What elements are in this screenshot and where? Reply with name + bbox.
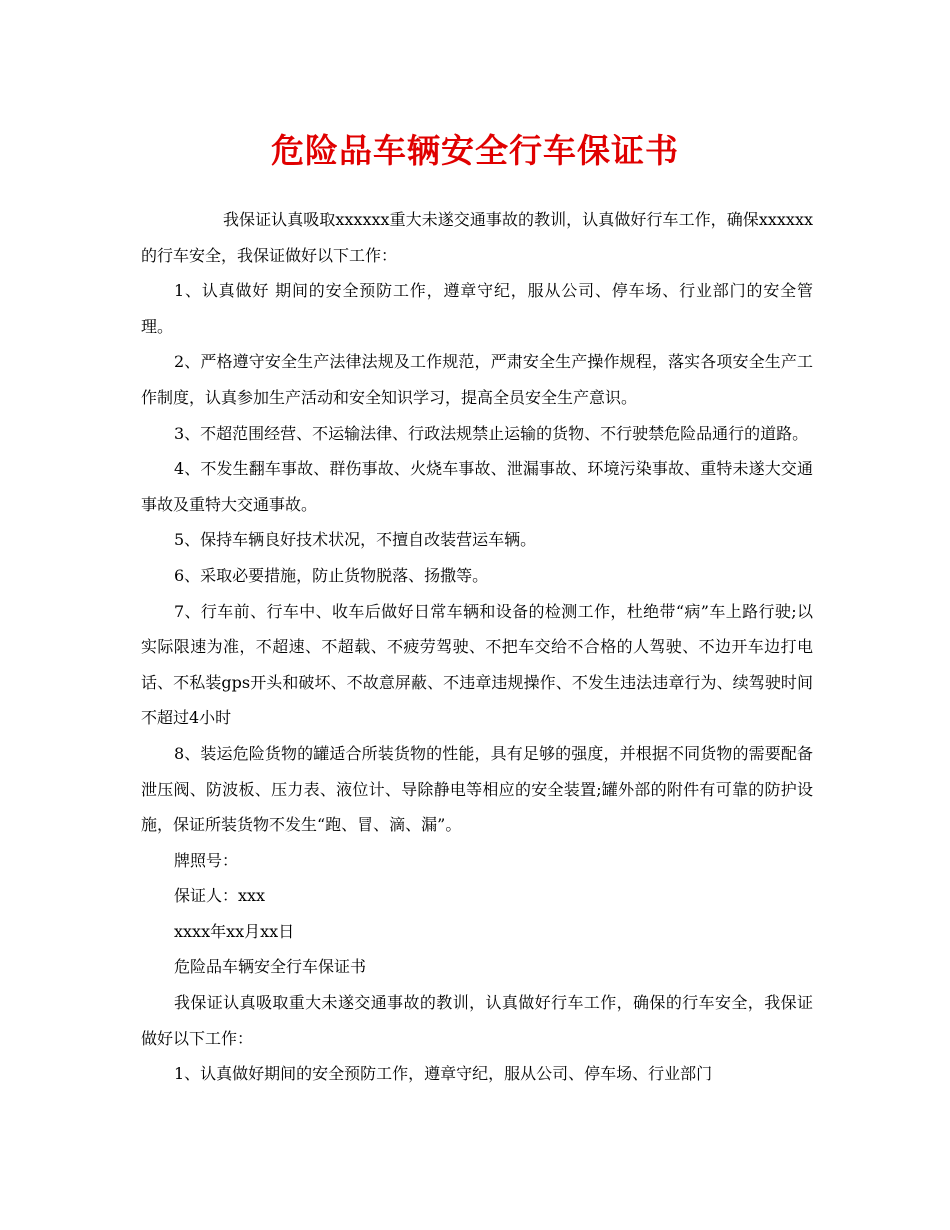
guarantor-line: 保证人：xxx [174,886,266,906]
date-line: xxxx年xx月xx日 [174,921,295,941]
item-5-paragraph: 5、保持车辆良好技术状况，不擅自改装营运车辆。 [174,530,537,550]
item-6-paragraph: 6、采取必要措施，防止货物脱落、扬撒等。 [174,565,489,585]
repeat-title-line: 危险品车辆安全行车保证书 [174,957,367,977]
document-title: 危险品车辆安全行车保证书 [271,131,679,170]
item-3-paragraph: 3、不超范围经营、不运输法律、行政法规禁止运输的货物、不行驶禁危险品通行的道路。 [174,423,809,443]
repeat-item-1-paragraph: 1、认真做好期间的安全预防工作，遵章守纪，服从公司、停车场、行业部门 [174,1064,713,1084]
intro-paragraph: 我保证认真吸取xxxxxx重大未遂交通事故的教训，认真做好行车工作，确保xxxxxx的行车安全，我保证做好以下工作： [141,210,813,265]
document-body [141,202,813,1092]
item-8-paragraph: 8、装运危险货物的罐适合所装货物的性能，具有足够的强度，并根据不同货物的需要配备泄压阀、防波板、压力表、液位计、导除静电等相应的安全装置;罐外部的附件有可靠的防护设施，保证所装货物不发生“跑、冒、滴、漏”。 [141,743,813,835]
item-7-paragraph: 7、行车前、行车中、收车后做好日常车辆和设备的检测工作，杜绝带“病”车上路行驶;以实际限速为准，不超速、不超载、不疲劳驾驶、不把车交给不合格的人驾驶、不边开车边打电话、不私装gps开头和破坏、不故意屏蔽、不违章违规操作、不发生违法违章行为、续驾驶时间不超过4小时 [141,601,813,728]
item-1-paragraph: 1、认真做好 期间的安全预防工作，遵章守纪，服从公司、停车场、行业部门的安全管理。 [141,281,813,336]
plate-number-line: 牌照号： [174,850,239,870]
item-4-paragraph: 4、不发生翻车事故、群伤事故、火烧车事故、泄漏事故、环境污染事故、重特未遂大交通事故及重特大交通事故。 [141,459,813,514]
item-2-paragraph: 2、严格遵守安全生产法律法规及工作规范，严肃安全生产操作规程，落实各项安全生产工作制度，认真参加生产活动和安全知识学习，提高全员安全生产意识。 [141,352,813,407]
repeat-intro-paragraph: 我保证认真吸取重大未遂交通事故的教训，认真做好行车工作，确保的行车安全，我保证做好以下工作： [141,993,813,1048]
